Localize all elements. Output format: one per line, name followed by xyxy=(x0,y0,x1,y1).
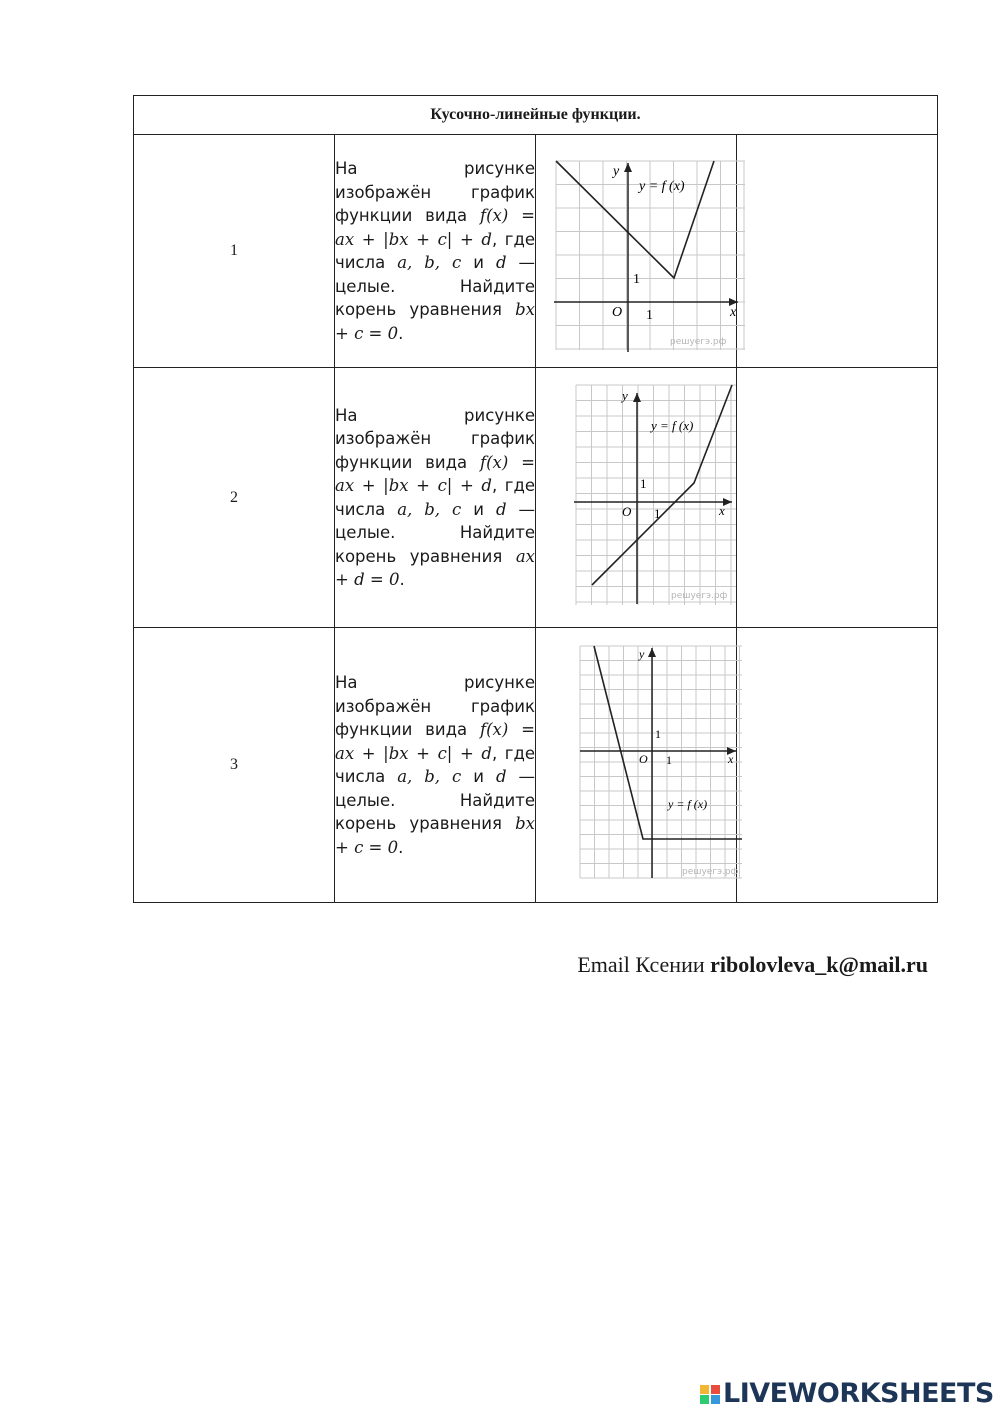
task-text: На рисунке изображён график функции вида f(x) = ax + |bx + c| + d, где числа a, b, c и d — целые. Найдите корень уравнения ax + d = 0. xyxy=(335,368,536,628)
y-label: y xyxy=(639,647,645,661)
target-equation: bx + c = 0 xyxy=(335,300,535,343)
function-formula: f(x) = ax + |bx + c| + d xyxy=(335,206,535,249)
function-label: y = f (x) xyxy=(651,418,694,433)
function-formula: f(x) = ax + |bx + c| + d xyxy=(335,452,535,495)
task-row xyxy=(134,368,938,628)
origin-label: O xyxy=(622,504,632,519)
task-row xyxy=(134,135,938,368)
x-label: x xyxy=(728,752,734,766)
unit-y-label: 1 xyxy=(633,272,640,287)
function-label: y = f (x) xyxy=(639,179,685,194)
target-equation: ax + d = 0 xyxy=(335,546,535,589)
unit-y-label: 1 xyxy=(655,727,661,741)
origin-label: O xyxy=(639,752,648,766)
origin-label: O xyxy=(612,305,623,320)
task-row xyxy=(134,628,938,903)
graph-1-svg xyxy=(536,135,794,368)
task-text: На рисунке изображён график функции вида f(x) = ax + |bx + c| + d, где числа a, b, c и d — целые. Найдите корень уравнения bx + c = 0. xyxy=(335,628,536,903)
logo-text: LIVEWORKSHEETS xyxy=(723,1378,994,1409)
x-label: x xyxy=(719,503,725,518)
y-axis-arrow xyxy=(633,393,641,402)
unit-x-label: 1 xyxy=(646,308,653,323)
function-formula: f(x) = ax + |bx + c| + d xyxy=(335,720,535,763)
function-graph xyxy=(536,628,737,903)
x-label: x xyxy=(730,305,737,320)
worksheet-table xyxy=(133,95,938,903)
y-label: y xyxy=(613,164,620,179)
unit-x-label: 1 xyxy=(666,753,672,767)
y-axis-arrow xyxy=(648,648,656,657)
watermark: решуегэ.рф xyxy=(682,867,739,877)
email-link[interactable]: ribolovleva_k@mail.ru xyxy=(710,952,928,977)
function-graph xyxy=(536,135,737,368)
graph-2-svg xyxy=(536,368,794,628)
y-axis-arrow xyxy=(624,163,632,172)
watermark: решуегэ.рф xyxy=(670,337,727,347)
watermark: решуегэ.рф xyxy=(671,591,728,601)
target-equation: bx + c = 0 xyxy=(335,814,535,857)
logo-icon xyxy=(700,1385,721,1404)
contact-line xyxy=(577,952,928,978)
task-number: 2 xyxy=(134,368,335,628)
contact-prefix: Email Ксении xyxy=(577,952,711,977)
task-number: 3 xyxy=(134,628,335,903)
unit-y-label: 1 xyxy=(640,476,647,491)
unit-x-label: 1 xyxy=(654,506,661,521)
task-text: На рисунке изображён график функции вида f(x) = ax + |bx + c| + d, где числа a, b, c и d — целые. Найдите корень уравнения bx + c = 0. xyxy=(335,135,536,368)
function-label: y = f (x) xyxy=(668,797,708,811)
liveworksheets-logo xyxy=(700,1378,994,1409)
graph-3-svg xyxy=(536,628,794,903)
task-number: 1 xyxy=(134,135,335,368)
y-label: y xyxy=(622,388,628,403)
function-graph xyxy=(536,368,737,628)
table-title: Кусочно-линейные функции. xyxy=(134,96,938,135)
